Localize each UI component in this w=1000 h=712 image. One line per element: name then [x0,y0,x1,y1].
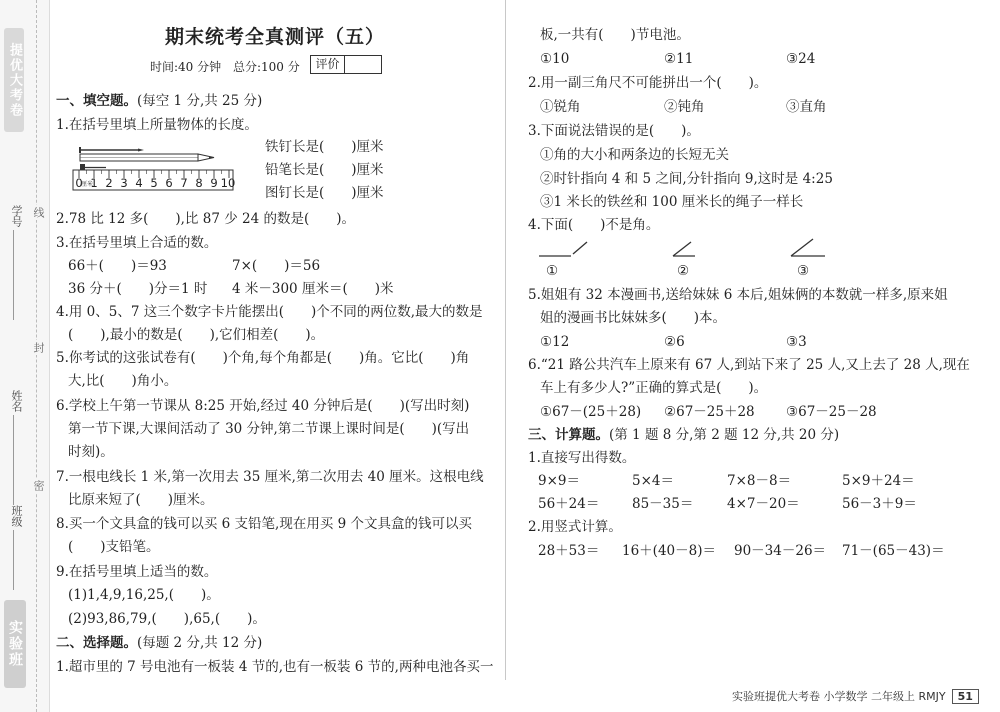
seal-mark-secret: 密 [32,480,45,491]
ruler-figure [70,142,236,192]
calc-2-item: 16＋(40－8)＝ [622,543,716,559]
calc-1: 1.直接写出得数。 [528,450,636,466]
brand-tab-bottom: 实验班 [4,600,26,688]
class-label: 班级 [10,505,23,527]
calc-1-item: 9×9＝ [538,473,580,489]
question-3d: 4 米－300 厘米＝( )米 [232,281,394,297]
question-9-2: (2)93,86,79,( ),65,( )。 [68,611,266,627]
choice-1-option-2: ②11 [664,51,694,67]
section-title: 一、填空题。 [56,93,137,109]
choice-3: 3.下面说法错误的是( )。 [528,123,700,139]
section-fill-blank [56,92,262,110]
section-note: (每题 2 分,共 12 分) [137,635,263,651]
binding-strip [0,0,50,712]
question-1: 1.在括号里填上所量物体的长度。 [56,117,258,133]
question-6-line2: 第一节下课,大课间活动了 30 分钟,第二节课上课时间是( )(写出 [68,421,470,437]
section-calculation [528,426,839,444]
choice-1-option-1: ①10 [540,51,570,67]
choice-1-line2: 板,一共有( )节电池。 [540,27,690,43]
choice-6-option-3: ③67－25－28 [786,404,877,420]
ruler-tick-label: 9 [210,176,218,190]
choice-2-option-2: ②钝角 [664,99,705,115]
choice-4-option-1: ① [546,263,559,279]
choice-4-option-3: ③ [797,263,810,279]
choice-4-option-2: ② [677,263,690,279]
choice-1-option-3: ③24 [786,51,816,67]
question-7-line2: 比原来短了( )厘米。 [68,492,214,508]
calc-2-item: 28＋53＝ [538,543,600,559]
question-7-line1: 7.一根电线长 1 米,第一次用去 35 厘米,第二次用去 40 厘米。这根电线 [56,469,484,485]
question-2: 2.78 比 12 多( ),比 87 少 24 的数是( )。 [56,211,355,227]
ruler-zero: 0 [75,176,83,190]
choice-6-line2: 车上有多少人?”正确的算式是( )。 [540,380,768,396]
brand-tab: 提优大考卷 [4,28,24,132]
ruler-tick-label: 7 [180,176,188,190]
ruler-unit: 厘米 [80,181,94,188]
seal-mark-seal: 封 [32,342,45,353]
column-divider [505,0,506,680]
ruler-tick-label: 4 [135,176,143,190]
calc-1-item: 4×7－20＝ [727,496,800,512]
question-5-line1: 5.你考试的这张试卷有( )个角,每个角都是( )角。它比( )角 [56,350,470,366]
calc-1-item: 56－3＋9＝ [842,496,917,512]
student-id-line [13,230,14,320]
ruler-tick-label: 3 [120,176,128,190]
choice-3-option-3: ③1 米长的铁丝和 100 厘米长的绳子一样长 [540,194,804,210]
question-5-line2: 大,比( )角小。 [68,373,178,389]
choice-5-line1: 5.姐姐有 32 本漫画书,送给妹妹 6 本后,姐妹俩的本数就一样多,原来姐 [528,287,948,303]
calc-2-item: 71－(65－43)＝ [842,543,945,559]
ruler-tick-label: 10 [220,176,236,190]
choice-4: 4.下面( )不是角。 [528,217,660,233]
student-id-label: 学号 [10,205,23,227]
question-8-line1: 8.买一个文具盒的钱可以买 6 支铅笔,现在用买 9 个文具盒的钱可以买 [56,516,473,532]
evaluation-box[interactable] [310,55,382,74]
page-title: 期末统考全真测评（五） [165,26,386,48]
question-6-line1: 6.学校上午第一节课从 8:25 开始,经过 40 分钟后是( )(写出时刻) [56,398,470,414]
question-4-line1: 4.用 0、5、7 这三个数字卡片能摆出( )个不同的两位数,最大的数是 [56,304,483,320]
question-3a: 66＋( )＝93 [68,258,167,274]
ruler-tick-label: 1 [90,176,98,190]
section-note: (每空 1 分,共 25 分) [137,93,263,109]
choice-6-option-2: ②67－25＋28 [664,404,755,420]
choice-5-line2: 姐的漫画书比妹妹多( )本。 [540,310,727,326]
question-1-nail: 铁钉长是( )厘米 [265,139,384,155]
name-label: 姓名 [10,390,23,412]
question-3b: 7×( )＝56 [232,258,321,274]
choice-3-option-2: ②时针指向 4 和 5 之间,分针指向 9,这时是 4:25 [540,171,833,187]
page-number: 51 [952,689,979,704]
section-title: 三、计算题。 [528,427,609,443]
choice-5-option-2: ②6 [664,334,685,350]
section-title: 二、选择题。 [56,635,137,651]
choice-1-line1: 1.超市里的 7 号电池有一板装 4 节的,也有一板装 6 节的,两种电池各买一 [56,659,494,675]
page-footer [732,688,979,704]
exam-time: 时间:40 分钟 [150,60,222,74]
section-choice [56,634,262,652]
exam-total: 总分:100 分 [232,60,300,74]
question-1-pencil: 铅笔长是( )厘米 [265,162,384,178]
ruler-tick-label: 2 [105,176,113,190]
calc-2-item: 90－34－26＝ [734,543,827,559]
ruler-labels [70,176,236,190]
choice-6-option-1: ①67－(25＋28) [540,404,642,420]
question-3c: 36 分＋( )分＝1 时 [68,281,208,297]
question-1-pushpin: 图钉长是( )厘米 [265,185,384,201]
question-4-line2: ( ),最小的数是( ),它们相差( )。 [68,327,325,343]
calc-1-item: 7×8－8＝ [727,473,792,489]
exam-meta [150,58,308,75]
seal-mark-line: 线 [32,207,45,218]
evaluation-label: 评价 [311,56,345,73]
choice-6-line1: 6.“21 路公共汽车上原来有 67 人,到站下来了 25 人,又上去了 28 人,现在 [528,357,970,373]
ruler-tick-label: 8 [195,176,203,190]
section-note: (第 1 题 8 分,第 2 题 12 分,共 20 分) [609,427,840,443]
choice-5-option-3: ③3 [786,334,807,350]
question-8-line2: ( )支铅笔。 [68,539,160,555]
choice-5-option-1: ①12 [540,334,570,350]
ruler-tick-label: 6 [165,176,173,190]
choice-2: 2.用一副三角尺不可能拼出一个( )。 [528,75,768,91]
question-6-line3: 时刻)。 [68,444,114,460]
question-3: 3.在括号里填上合适的数。 [56,235,218,251]
choice-3-option-1: ①角的大小和两条边的长短无关 [540,147,729,163]
calc-2: 2.用竖式计算。 [528,519,622,535]
footer-text: 实验班提优大考卷 小学数学 二年级上 RMJY [732,690,946,703]
seal-dash-line [36,0,37,712]
choice-2-option-1: ①锐角 [540,99,581,115]
calc-1-item: 5×9＋24＝ [842,473,915,489]
class-line [13,530,14,590]
choice-2-option-3: ③直角 [786,99,827,115]
ruler-tick-label: 5 [150,176,158,190]
question-9: 9.在括号里填上适当的数。 [56,564,218,580]
calc-1-item: 56＋24＝ [538,496,600,512]
name-line [13,415,14,505]
calc-1-item: 5×4＝ [632,473,674,489]
calc-1-item: 85－35＝ [632,496,694,512]
question-9-1: (1)1,4,9,16,25,( )。 [68,587,220,603]
